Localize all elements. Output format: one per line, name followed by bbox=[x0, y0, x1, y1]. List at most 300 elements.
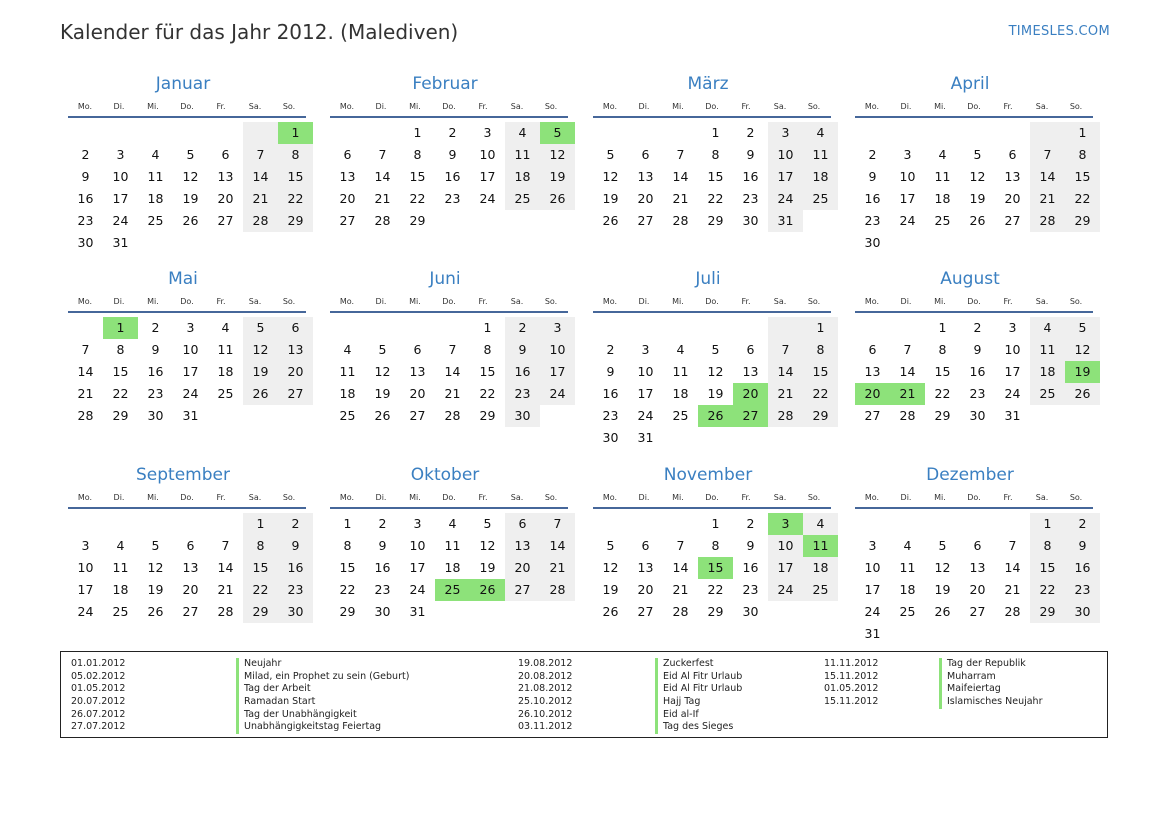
day-cell: 9 bbox=[151, 342, 160, 357]
weekday-label: Mi. bbox=[934, 493, 946, 502]
day-cell: 23 bbox=[742, 582, 759, 597]
legend-names bbox=[939, 658, 1042, 709]
day-cell: 5 bbox=[378, 342, 387, 357]
day-cell: 3 bbox=[81, 538, 90, 553]
day-cell: 30 bbox=[147, 408, 164, 423]
weekday-label: Fr. bbox=[1003, 102, 1013, 111]
day-cell: 1 bbox=[1030, 513, 1065, 535]
day-cell: 17 bbox=[182, 364, 199, 379]
empty-cell bbox=[68, 122, 103, 144]
empty-cell bbox=[68, 317, 103, 339]
weekday-label: Di. bbox=[113, 102, 125, 111]
day-cell: 23 bbox=[864, 213, 881, 228]
day-cell: 26 bbox=[540, 188, 575, 210]
brand-link[interactable]: TIMESLES.COM bbox=[1008, 24, 1110, 39]
day-cell: 12 bbox=[1065, 339, 1100, 361]
day-cell: 8 bbox=[938, 342, 947, 357]
day-cell: 18 bbox=[339, 386, 356, 401]
day-cell: 30 bbox=[278, 601, 313, 623]
day-cell: 3 bbox=[1008, 320, 1017, 335]
day-cell: 27 bbox=[733, 405, 768, 427]
day-cell: 25 bbox=[435, 579, 470, 601]
day-cell: 25 bbox=[934, 213, 951, 228]
day-cell: 31 bbox=[112, 235, 129, 250]
weekday-header bbox=[855, 491, 1093, 509]
day-cell: 11 bbox=[444, 538, 461, 553]
legend-holiday-name: Eid al-If bbox=[655, 709, 742, 722]
day-cell: 12 bbox=[602, 169, 619, 184]
legend-date: 20.08.2012 bbox=[518, 670, 573, 682]
empty-cell bbox=[138, 513, 173, 535]
day-cell: 12 bbox=[540, 144, 575, 166]
day-cell: 20 bbox=[855, 383, 890, 405]
legend-date: 19.08.2012 bbox=[518, 658, 573, 669]
month-april bbox=[847, 72, 1093, 254]
day-cell: 5 bbox=[186, 147, 195, 162]
day-cell: 11 bbox=[934, 169, 951, 184]
day-cell: 14 bbox=[374, 169, 391, 184]
day-cell: 28 bbox=[217, 604, 234, 619]
day-cell: 29 bbox=[1065, 210, 1100, 232]
day-cell: 19 bbox=[969, 191, 986, 206]
day-cell: 4 bbox=[151, 147, 160, 162]
weekday-label: Mi. bbox=[409, 493, 421, 502]
day-cell: 22 bbox=[243, 579, 278, 601]
month-name: Januar bbox=[155, 74, 211, 94]
weekday-header bbox=[68, 491, 306, 509]
weekday-header bbox=[855, 100, 1093, 118]
day-cell: 12 bbox=[707, 364, 724, 379]
day-cell: 4 bbox=[803, 122, 838, 144]
legend-date: 15.11.2012 bbox=[824, 696, 879, 708]
day-cell: 27 bbox=[637, 604, 654, 619]
day-cell: 18 bbox=[803, 557, 838, 579]
day-cell: 10 bbox=[479, 147, 496, 162]
day-cell: 11 bbox=[112, 560, 129, 575]
month-name: Juli bbox=[695, 269, 721, 289]
weekday-label: Fr. bbox=[216, 493, 226, 502]
day-cell: 11 bbox=[672, 364, 689, 379]
day-cell: 15 bbox=[1030, 557, 1065, 579]
day-cell: 3 bbox=[483, 125, 492, 140]
weekday-label: So. bbox=[282, 297, 296, 306]
day-cell: 21 bbox=[672, 582, 689, 597]
day-cell: 23 bbox=[77, 213, 94, 228]
day-cell: 24 bbox=[864, 604, 881, 619]
weekday-label: Mi. bbox=[934, 297, 946, 306]
day-cell: 20 bbox=[969, 582, 986, 597]
weekday-label: Di. bbox=[113, 297, 125, 306]
day-cell: 9 bbox=[746, 147, 755, 162]
day-cell: 30 bbox=[1065, 601, 1100, 623]
weekday-label: So. bbox=[807, 493, 821, 502]
day-cell: 14 bbox=[768, 361, 803, 383]
weekday-header bbox=[593, 100, 831, 118]
day-cell: 23 bbox=[444, 191, 461, 206]
empty-cell bbox=[768, 317, 803, 339]
day-cell: 1 bbox=[278, 122, 313, 144]
legend-date: 11.11.2012 bbox=[824, 658, 879, 669]
weekday-label: Mo. bbox=[339, 493, 355, 502]
day-cell: 27 bbox=[1004, 213, 1021, 228]
legend-holiday-name: Tag der Republik bbox=[939, 658, 1042, 671]
day-cell: 19 bbox=[540, 166, 575, 188]
day-cell: 31 bbox=[182, 408, 199, 423]
day-cell: 12 bbox=[602, 560, 619, 575]
empty-cell bbox=[960, 513, 995, 535]
legend-date: 05.02.2012 bbox=[71, 670, 126, 682]
weekday-label: Sa. bbox=[248, 102, 262, 111]
day-cell: 19 bbox=[147, 582, 164, 597]
day-cell: 6 bbox=[1008, 147, 1017, 162]
weekday-label: Sa. bbox=[773, 493, 787, 502]
weekday-header bbox=[593, 295, 831, 313]
holiday-legend bbox=[60, 651, 1108, 738]
day-cell: 11 bbox=[803, 144, 838, 166]
day-cell: 10 bbox=[112, 169, 129, 184]
day-cell: 28 bbox=[374, 213, 391, 228]
day-cell: 23 bbox=[969, 386, 986, 401]
day-cell: 27 bbox=[505, 579, 540, 601]
day-cell: 1 bbox=[483, 320, 492, 335]
day-cell: 8 bbox=[1030, 535, 1065, 557]
legend-dates bbox=[518, 658, 572, 734]
day-cell: 17 bbox=[77, 582, 94, 597]
empty-cell bbox=[890, 317, 925, 339]
day-cell: 20 bbox=[637, 191, 654, 206]
weekday-label: Do. bbox=[180, 102, 194, 111]
day-cell: 28 bbox=[1004, 604, 1021, 619]
day-grid bbox=[593, 317, 831, 449]
day-cell: 15 bbox=[278, 166, 313, 188]
day-cell: 3 bbox=[768, 513, 803, 535]
day-cell: 4 bbox=[505, 122, 540, 144]
weekday-label: Mi. bbox=[147, 493, 159, 502]
day-cell: 24 bbox=[899, 213, 916, 228]
empty-cell bbox=[330, 122, 365, 144]
weekday-label: Do. bbox=[705, 493, 719, 502]
day-cell: 19 bbox=[243, 361, 278, 383]
empty-cell bbox=[855, 122, 890, 144]
day-cell: 30 bbox=[77, 235, 94, 250]
day-cell: 19 bbox=[479, 560, 496, 575]
day-cell: 27 bbox=[339, 213, 356, 228]
day-cell: 12 bbox=[243, 339, 278, 361]
day-cell: 11 bbox=[803, 535, 838, 557]
weekday-label: Sa. bbox=[510, 102, 524, 111]
legend-holiday-name: Ramadan Start bbox=[236, 696, 409, 709]
day-cell: 13 bbox=[742, 364, 759, 379]
day-cell: 4 bbox=[343, 342, 352, 357]
day-cell: 7 bbox=[378, 147, 387, 162]
day-cell: 17 bbox=[768, 166, 803, 188]
day-cell: 18 bbox=[803, 166, 838, 188]
day-cell: 8 bbox=[278, 144, 313, 166]
day-cell: 5 bbox=[540, 122, 575, 144]
weekday-label: Di. bbox=[113, 493, 125, 502]
day-cell: 20 bbox=[182, 582, 199, 597]
day-cell: 12 bbox=[147, 560, 164, 575]
day-cell: 24 bbox=[1004, 386, 1021, 401]
day-cell: 24 bbox=[637, 408, 654, 423]
day-cell: 8 bbox=[343, 538, 352, 553]
day-cell: 18 bbox=[899, 582, 916, 597]
day-cell: 18 bbox=[112, 582, 129, 597]
day-cell: 22 bbox=[934, 386, 951, 401]
day-cell: 7 bbox=[81, 342, 90, 357]
day-cell: 9 bbox=[868, 169, 877, 184]
weekday-label: Mo. bbox=[339, 102, 355, 111]
weekday-label: So. bbox=[807, 102, 821, 111]
empty-cell bbox=[593, 122, 628, 144]
legend-names bbox=[655, 658, 742, 734]
day-cell: 6 bbox=[505, 513, 540, 535]
day-cell: 4 bbox=[938, 147, 947, 162]
day-cell: 17 bbox=[637, 386, 654, 401]
day-cell: 10 bbox=[899, 169, 916, 184]
day-cell: 10 bbox=[540, 339, 575, 361]
empty-cell bbox=[243, 122, 278, 144]
weekday-label: Fr. bbox=[216, 297, 226, 306]
day-cell: 30 bbox=[742, 604, 759, 619]
weekday-label: Di. bbox=[375, 493, 387, 502]
empty-cell bbox=[628, 317, 663, 339]
day-cell: 14 bbox=[444, 364, 461, 379]
day-cell: 6 bbox=[746, 342, 755, 357]
day-cell: 22 bbox=[707, 582, 724, 597]
day-cell: 19 bbox=[602, 191, 619, 206]
day-cell: 22 bbox=[707, 191, 724, 206]
day-cell: 25 bbox=[672, 408, 689, 423]
empty-cell bbox=[435, 317, 470, 339]
empty-cell bbox=[663, 122, 698, 144]
day-cell: 11 bbox=[1030, 339, 1065, 361]
empty-cell bbox=[330, 317, 365, 339]
day-cell: 11 bbox=[505, 144, 540, 166]
day-cell: 22 bbox=[1030, 579, 1065, 601]
legend-date: 26.07.2012 bbox=[71, 708, 126, 720]
weekday-label: So. bbox=[544, 297, 558, 306]
day-cell: 1 bbox=[711, 516, 720, 531]
weekday-label: Sa. bbox=[1035, 297, 1049, 306]
day-cell: 23 bbox=[742, 191, 759, 206]
day-cell: 13 bbox=[409, 364, 426, 379]
day-cell: 13 bbox=[182, 560, 199, 575]
day-cell: 17 bbox=[1004, 364, 1021, 379]
day-cell: 20 bbox=[1004, 191, 1021, 206]
day-cell: 2 bbox=[1065, 513, 1100, 535]
weekday-label: Sa. bbox=[248, 493, 262, 502]
legend-holiday-name: Milad, ein Prophet zu sein (Geburt) bbox=[236, 671, 409, 684]
weekday-label: Sa. bbox=[248, 297, 262, 306]
legend-holiday-name: Tag des Sieges bbox=[655, 721, 742, 734]
month-name: Juni bbox=[429, 269, 461, 289]
day-cell: 25 bbox=[217, 386, 234, 401]
day-cell: 6 bbox=[973, 538, 982, 553]
day-cell: 29 bbox=[243, 601, 278, 623]
day-cell: 7 bbox=[243, 144, 278, 166]
legend-holiday-name: Tag der Arbeit bbox=[236, 683, 409, 696]
day-cell: 21 bbox=[890, 383, 925, 405]
day-cell: 14 bbox=[77, 364, 94, 379]
day-cell: 21 bbox=[374, 191, 391, 206]
legend-date: 15.11.2012 bbox=[824, 670, 879, 682]
day-cell: 6 bbox=[641, 538, 650, 553]
day-cell: 13 bbox=[1004, 169, 1021, 184]
day-cell: 11 bbox=[147, 169, 164, 184]
day-grid bbox=[855, 122, 1093, 254]
day-cell: 28 bbox=[899, 408, 916, 423]
weekday-label: Mo. bbox=[602, 297, 618, 306]
legend-names bbox=[236, 658, 409, 734]
day-cell: 14 bbox=[1030, 166, 1065, 188]
day-cell: 23 bbox=[505, 383, 540, 405]
weekday-label: Mi. bbox=[409, 297, 421, 306]
legend-date: 27.07.2012 bbox=[71, 721, 126, 733]
day-cell: 16 bbox=[1065, 557, 1100, 579]
day-cell: 4 bbox=[221, 320, 230, 335]
day-cell: 7 bbox=[1008, 538, 1017, 553]
day-cell: 29 bbox=[803, 405, 838, 427]
day-cell: 2 bbox=[151, 320, 160, 335]
weekday-label: Mi. bbox=[409, 102, 421, 111]
day-cell: 15 bbox=[698, 557, 733, 579]
day-cell: 8 bbox=[711, 538, 720, 553]
day-cell: 13 bbox=[339, 169, 356, 184]
empty-cell bbox=[365, 317, 400, 339]
day-cell: 25 bbox=[339, 408, 356, 423]
empty-cell bbox=[995, 513, 1030, 535]
day-cell: 9 bbox=[973, 342, 982, 357]
day-cell: 31 bbox=[637, 430, 654, 445]
empty-cell bbox=[593, 317, 628, 339]
day-cell: 24 bbox=[768, 188, 803, 210]
empty-cell bbox=[995, 122, 1030, 144]
day-cell: 23 bbox=[1065, 579, 1100, 601]
day-cell: 26 bbox=[374, 408, 391, 423]
month-name: April bbox=[950, 74, 990, 94]
day-cell: 27 bbox=[409, 408, 426, 423]
empty-cell bbox=[925, 122, 960, 144]
month-oktober bbox=[322, 463, 568, 623]
day-cell: 15 bbox=[707, 169, 724, 184]
empty-cell bbox=[593, 513, 628, 535]
legend-date: 20.07.2012 bbox=[71, 696, 126, 708]
day-cell: 21 bbox=[444, 386, 461, 401]
day-cell: 14 bbox=[217, 560, 234, 575]
legend-holiday-name: Islamisches Neujahr bbox=[939, 696, 1042, 709]
day-cell: 9 bbox=[81, 169, 90, 184]
day-cell: 28 bbox=[77, 408, 94, 423]
day-cell: 17 bbox=[540, 361, 575, 383]
empty-cell bbox=[173, 513, 208, 535]
day-cell: 3 bbox=[116, 147, 125, 162]
day-cell: 1 bbox=[1065, 122, 1100, 144]
weekday-label: Fr. bbox=[741, 102, 751, 111]
day-cell: 25 bbox=[112, 604, 129, 619]
day-cell: 10 bbox=[768, 144, 803, 166]
day-cell: 12 bbox=[182, 169, 199, 184]
day-cell: 4 bbox=[903, 538, 912, 553]
weekday-label: Mo. bbox=[77, 493, 93, 502]
weekday-label: Di. bbox=[375, 102, 387, 111]
day-cell: 6 bbox=[221, 147, 230, 162]
weekday-label: Do. bbox=[705, 297, 719, 306]
day-cell: 27 bbox=[864, 408, 881, 423]
day-cell: 1 bbox=[413, 125, 422, 140]
empty-cell bbox=[733, 317, 768, 339]
day-cell: 8 bbox=[483, 342, 492, 357]
day-cell: 7 bbox=[448, 342, 457, 357]
weekday-label: So. bbox=[282, 102, 296, 111]
weekday-label: Sa. bbox=[1035, 102, 1049, 111]
day-cell: 30 bbox=[742, 213, 759, 228]
day-cell: 26 bbox=[602, 604, 619, 619]
day-grid bbox=[68, 317, 306, 427]
weekday-label: Mo. bbox=[77, 297, 93, 306]
day-grid bbox=[593, 513, 831, 623]
weekday-header bbox=[330, 100, 568, 118]
day-grid bbox=[68, 122, 306, 254]
weekday-label: So. bbox=[1069, 493, 1083, 502]
weekday-label: Mo. bbox=[339, 297, 355, 306]
day-cell: 31 bbox=[768, 210, 803, 232]
day-cell: 22 bbox=[278, 188, 313, 210]
month-name: Mai bbox=[168, 269, 198, 289]
day-cell: 29 bbox=[278, 210, 313, 232]
day-cell: 8 bbox=[243, 535, 278, 557]
weekday-label: Fr. bbox=[741, 297, 751, 306]
month-november bbox=[585, 463, 831, 623]
day-cell: 30 bbox=[602, 430, 619, 445]
day-cell: 30 bbox=[505, 405, 540, 427]
day-cell: 28 bbox=[672, 604, 689, 619]
weekday-label: Mo. bbox=[77, 102, 93, 111]
day-cell: 10 bbox=[637, 364, 654, 379]
day-cell: 15 bbox=[112, 364, 129, 379]
day-cell: 6 bbox=[868, 342, 877, 357]
weekday-label: Mo. bbox=[602, 493, 618, 502]
day-cell: 19 bbox=[1065, 361, 1100, 383]
day-cell: 4 bbox=[676, 342, 685, 357]
day-cell: 21 bbox=[217, 582, 234, 597]
empty-cell bbox=[208, 122, 243, 144]
day-cell: 26 bbox=[1065, 383, 1100, 405]
day-cell: 13 bbox=[217, 169, 234, 184]
month-januar bbox=[60, 72, 306, 254]
day-cell: 25 bbox=[505, 188, 540, 210]
day-cell: 20 bbox=[339, 191, 356, 206]
weekday-label: Do. bbox=[442, 297, 456, 306]
day-cell: 5 bbox=[151, 538, 160, 553]
day-cell: 6 bbox=[413, 342, 422, 357]
weekday-label: Mi. bbox=[672, 297, 684, 306]
day-cell: 24 bbox=[540, 383, 575, 405]
day-cell: 24 bbox=[768, 579, 803, 601]
empty-cell bbox=[103, 513, 138, 535]
weekday-label: Di. bbox=[375, 297, 387, 306]
empty-cell bbox=[400, 317, 435, 339]
weekday-label: Fr. bbox=[478, 493, 488, 502]
day-cell: 12 bbox=[934, 560, 951, 575]
day-grid bbox=[593, 122, 831, 232]
day-cell: 10 bbox=[409, 538, 426, 553]
empty-cell bbox=[628, 122, 663, 144]
day-cell: 19 bbox=[934, 582, 951, 597]
day-cell: 2 bbox=[81, 147, 90, 162]
weekday-label: Do. bbox=[967, 297, 981, 306]
day-cell: 16 bbox=[77, 191, 94, 206]
